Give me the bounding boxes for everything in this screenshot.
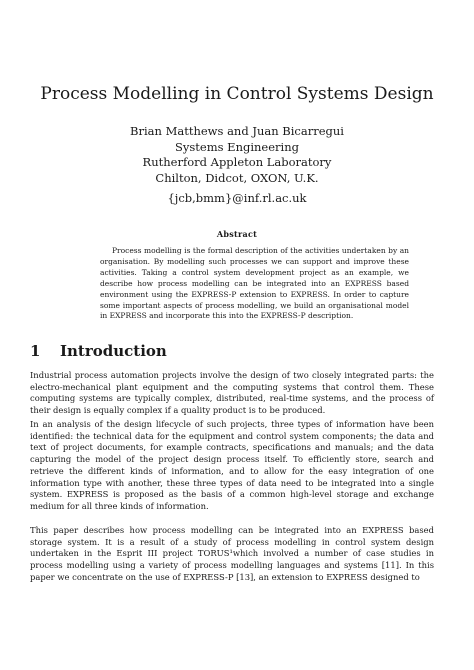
section-title: Introduction [60, 342, 167, 360]
author-block [0, 124, 474, 186]
intro-paragraph: Industrial process automation projects involve the design of two closely integrated parts: the electro-mechanical plant equipment and the computing systems that control them. These computing systems are typically complex, distributed, real-time systems, and the process of their design is equally complex if a quality product is to be produced. [30, 370, 434, 416]
author-email: {jcb,bmm}@inf.rl.ac.uk [167, 191, 307, 205]
author-laboratory: Rutherford Appleton Laboratory [142, 155, 332, 169]
author-names: Brian Matthews and Juan Bicarregui [130, 124, 344, 138]
abstract-text: Process modelling is the formal description of the activities undertaken by an organisation. By modelling such processes we can support and improve these activities. Taking a control system development project as an example, we describe how process modelling can be integrated into an EXPRESS based environment using the EXPRESS-P extension to EXPRESS. In order to capture some important aspects of process modelling, we build an organisational model in EXPRESS and incorporate this into the EXPRESS-P description. [100, 246, 409, 321]
section-heading [30, 342, 167, 360]
section-number: 1 [30, 342, 41, 360]
paper-title: Process Modelling in Control Systems Design [40, 84, 434, 104]
intro-paragraph: In an analysis of the design lifecycle of such projects, three types of information have been identified: the technical data for the equipment and control system components; the data and text of project documents, for example contracts, specifications and manuals; and the data capturing the model of the project design process itself. To efficiently store, search and retrieve the different kinds of information, and to allow for the easy integration of one information type with another, these three types of data need to be integrated into a single system. EXPRESS is proposed as the basis of a common high-level storage and exchange medium for all three kinds of information. [30, 419, 434, 511]
intro-paragraph: This paper describes how process modelling can be integrated into an EXPRESS based storage system. It is a result of a study of process modelling in control system design undertaken in the Esprit III project TORUS¹which involved a number of case studies in process modelling using a variety of process modelling languages and systems [11]. In this paper we concentrate on the use of EXPRESS-P [13], an extension to EXPRESS designed to [30, 525, 434, 582]
abstract-heading: Abstract [216, 229, 258, 239]
author-department: Systems Engineering [175, 139, 299, 154]
author-address: Chilton, Didcot, OXON, U.K. [155, 170, 319, 185]
